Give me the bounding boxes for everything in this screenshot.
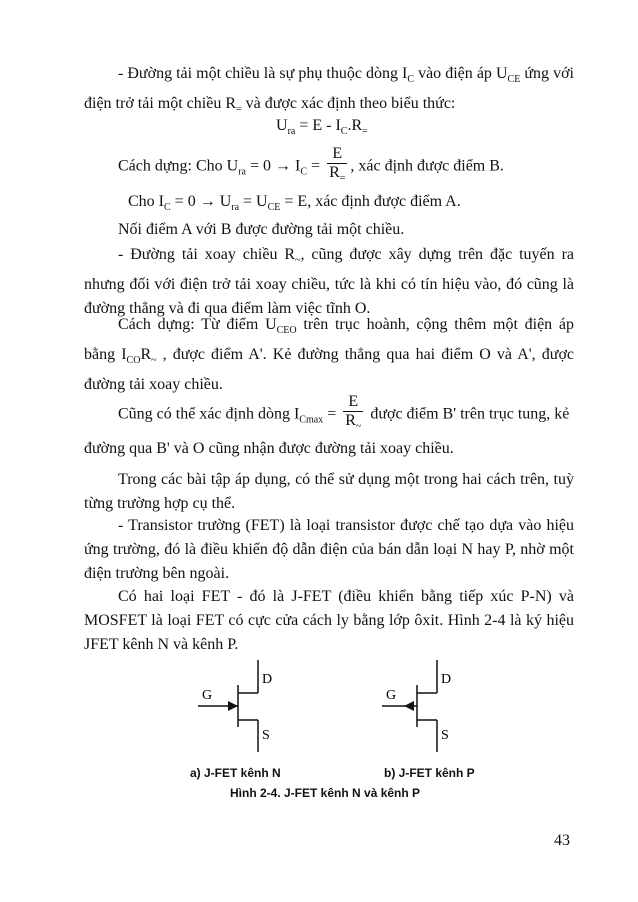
fraction-e-over-r: $\frac{E}{R_=}$ xyxy=(329,145,346,185)
jfet-n-source-label: S xyxy=(262,728,270,743)
jfet-p-source-label: S xyxy=(441,728,449,743)
jfet-n-gate-label: G xyxy=(202,688,213,703)
formula-icmax: Cũng có thể xác định dòng $I_{Cmax}$ = $\frac{E}{R_\sim}$ được điểm B' trên trục tung, kẻ xyxy=(118,393,569,436)
paragraph-ac-construction: Cách dựng: Từ điểm $U_{CEO}$ trên trục hoành, cộng thêm một điện áp bằng $I_{CO}R_\sim$ , được điểm A'. Kẻ đường thẳng qua hai điểm O và A', được đường tải xoay chiều. xyxy=(84,316,575,394)
paragraph-exercises: Trong các bài tập áp dụng, có thể sử dụng một trong hai cách trên, tuỳ từng trường hợp cụ thể. xyxy=(84,471,574,512)
jfet-p-channel-symbol xyxy=(382,660,437,752)
fraction-e-over-r-ac: $\frac{E}{R_\sim}$ xyxy=(345,393,362,433)
page-number: 43 xyxy=(554,832,570,849)
formula-ura: $U_{ra} = E - I_C.R_=$ xyxy=(276,117,368,138)
paragraph-connect-points: Nối điểm A với B được đường tải một chiều. xyxy=(118,221,405,238)
construction-method-b: Cách dựng: Cho $U_{ra} = 0 \to I_C$ = $\frac{E}{R_=}$ , xác định được điểm B. xyxy=(118,145,504,188)
jfet-symbols-figure xyxy=(0,650,638,760)
paragraph-ac-load-line: - Đường tải xoay chiều $R_\sim$, cũng được xây dựng trên đặc tuyến ra nhưng đối với điện trở tải xoay chiều, tức là khi có tín hiệu vào, đó cũng là đường thẳng và đi qua điểm làm việc tĩnh O. xyxy=(84,246,574,318)
jfet-p-drain-label: D xyxy=(441,672,452,687)
paragraph-fet-intro: - Transistor trường (FET) là loại transistor được chế tạo dựa vào hiệu ứng trường, đó là điều khiển độ dẫn điện của bán dẫn loại N hay P, nhờ một điện trường bên ngoài. xyxy=(84,517,574,582)
construction-method-a: Cho $I_C = 0 \to U_{ra} = U_{CE} = E$, xác định được điểm A. xyxy=(128,193,461,214)
paragraph-dc-load-line: - Đường tải một chiều là sự phụ thuộc dòng $I_C$ vào điện áp $U_{CE}$ ứng với điện trở tải một chiều $R_=$ và được xác định theo biểu thức: xyxy=(84,65,574,116)
figure-caption: Hình 2-4. J-FET kênh N và kênh P xyxy=(230,786,421,800)
jfet-n-drain-label: D xyxy=(262,672,273,687)
paragraph-b-prime: đường qua B' và O cũng nhận được đường tải xoay chiều. xyxy=(84,440,454,457)
jfet-p-gate-label: G xyxy=(386,688,397,703)
subcaption-n-channel: a) J-FET kênh N xyxy=(190,766,281,780)
subcaption-p-channel: b) J-FET kênh P xyxy=(384,766,475,780)
jfet-n-channel-symbol xyxy=(198,660,258,752)
paragraph-fet-types: Có hai loại FET - đó là J-FET (điều khiển bằng tiếp xúc P-N) và MOSFET là loại FET có cực cửa cách ly bằng lớp ôxit. Hình 2-4 là ký hiệu JFET kênh N và kênh P. xyxy=(84,588,574,653)
